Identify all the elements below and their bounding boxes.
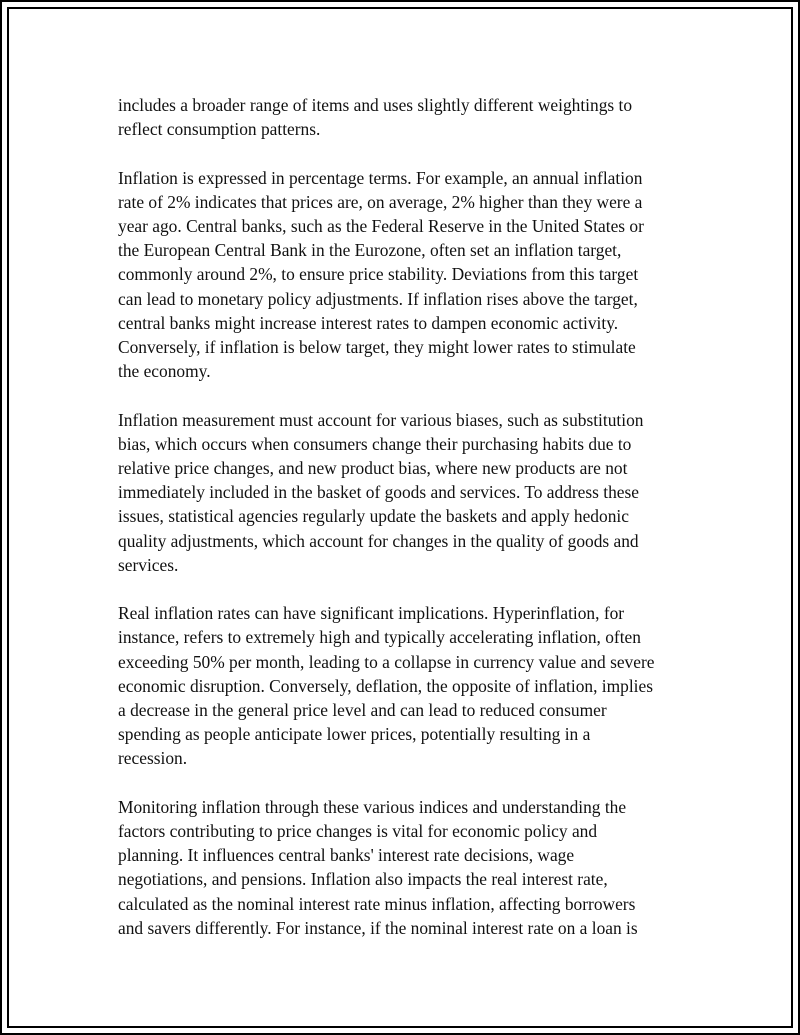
text-line: services.: [118, 554, 179, 575]
text-line: Real inflation rates can have significant implications. Hyperinflation, for: [118, 603, 625, 624]
text-line: can lead to monetary policy adjustments. If inflation rises above the target,: [118, 288, 638, 309]
text-line: Inflation measurement must account for various biases, such as substitution: [118, 409, 644, 430]
text-line: Monitoring inflation through these various indices and understanding the: [118, 796, 627, 817]
text-line: planning. It influences central banks' interest rate decisions, wage: [118, 845, 575, 866]
document-body: [118, 93, 698, 964]
text-line: year ago. Central banks, such as the Federal Reserve in the United States or: [118, 216, 644, 236]
text-line: a decrease in the general price level and can lead to reduced consumer: [118, 700, 607, 721]
paragraph-1: [118, 93, 698, 141]
text-line: negotiations, and pensions. Inflation also impacts the real interest rate,: [118, 869, 608, 890]
text-line: factors contributing to price changes is vital for economic policy and: [118, 821, 598, 842]
text-line: relative price changes, and new product bias, where new products are not: [118, 458, 628, 479]
paragraph-2: [118, 166, 698, 384]
text-line: calculated as the nominal interest rate minus inflation, affecting borrowers: [118, 893, 636, 914]
text-line: the European Central Bank in the Eurozone, often set an inflation target,: [118, 240, 622, 261]
text-line: rate of 2% indicates that prices are, on average, 2% higher than they were a: [118, 191, 643, 212]
text-line: Inflation is expressed in percentage terms. For example, an annual inflation: [118, 167, 643, 188]
text-line: spending as people anticipate lower prices, potentially resulting in a: [118, 724, 591, 745]
text-line: bias, which occurs when consumers change their purchasing habits due to: [118, 433, 632, 454]
text-line: the economy.: [118, 361, 211, 382]
text-line: recession.: [118, 748, 188, 769]
text-line: Conversely, if inflation is below target, they might lower rates to stimulate: [118, 337, 636, 358]
text-line: issues, statistical agencies regularly update the baskets and apply hedonic: [118, 506, 629, 527]
text-line: includes a broader range of items and uses slightly different weightings to: [118, 95, 633, 115]
text-line: economic disruption. Conversely, deflation, the opposite of inflation, implies: [118, 675, 653, 696]
paragraph-3: [118, 408, 698, 577]
text-line: reflect consumption patterns.: [118, 119, 321, 140]
paragraph-4: [118, 601, 698, 770]
text-line: exceeding 50% per month, leading to a collapse in currency value and severe: [118, 651, 655, 672]
paragraph-5: [118, 795, 698, 940]
text-line: quality adjustments, which account for changes in the quality of goods and: [118, 530, 639, 551]
text-line: instance, refers to extremely high and typically accelerating inflation, often: [118, 627, 641, 648]
text-line: immediately included in the basket of goods and services. To address these: [118, 482, 640, 503]
text-line: commonly around 2%, to ensure price stability. Deviations from this target: [118, 264, 639, 285]
text-line: central banks might increase interest rates to dampen economic activity.: [118, 312, 619, 333]
text-line: and savers differently. For instance, if the nominal interest rate on a loan is: [118, 917, 638, 938]
